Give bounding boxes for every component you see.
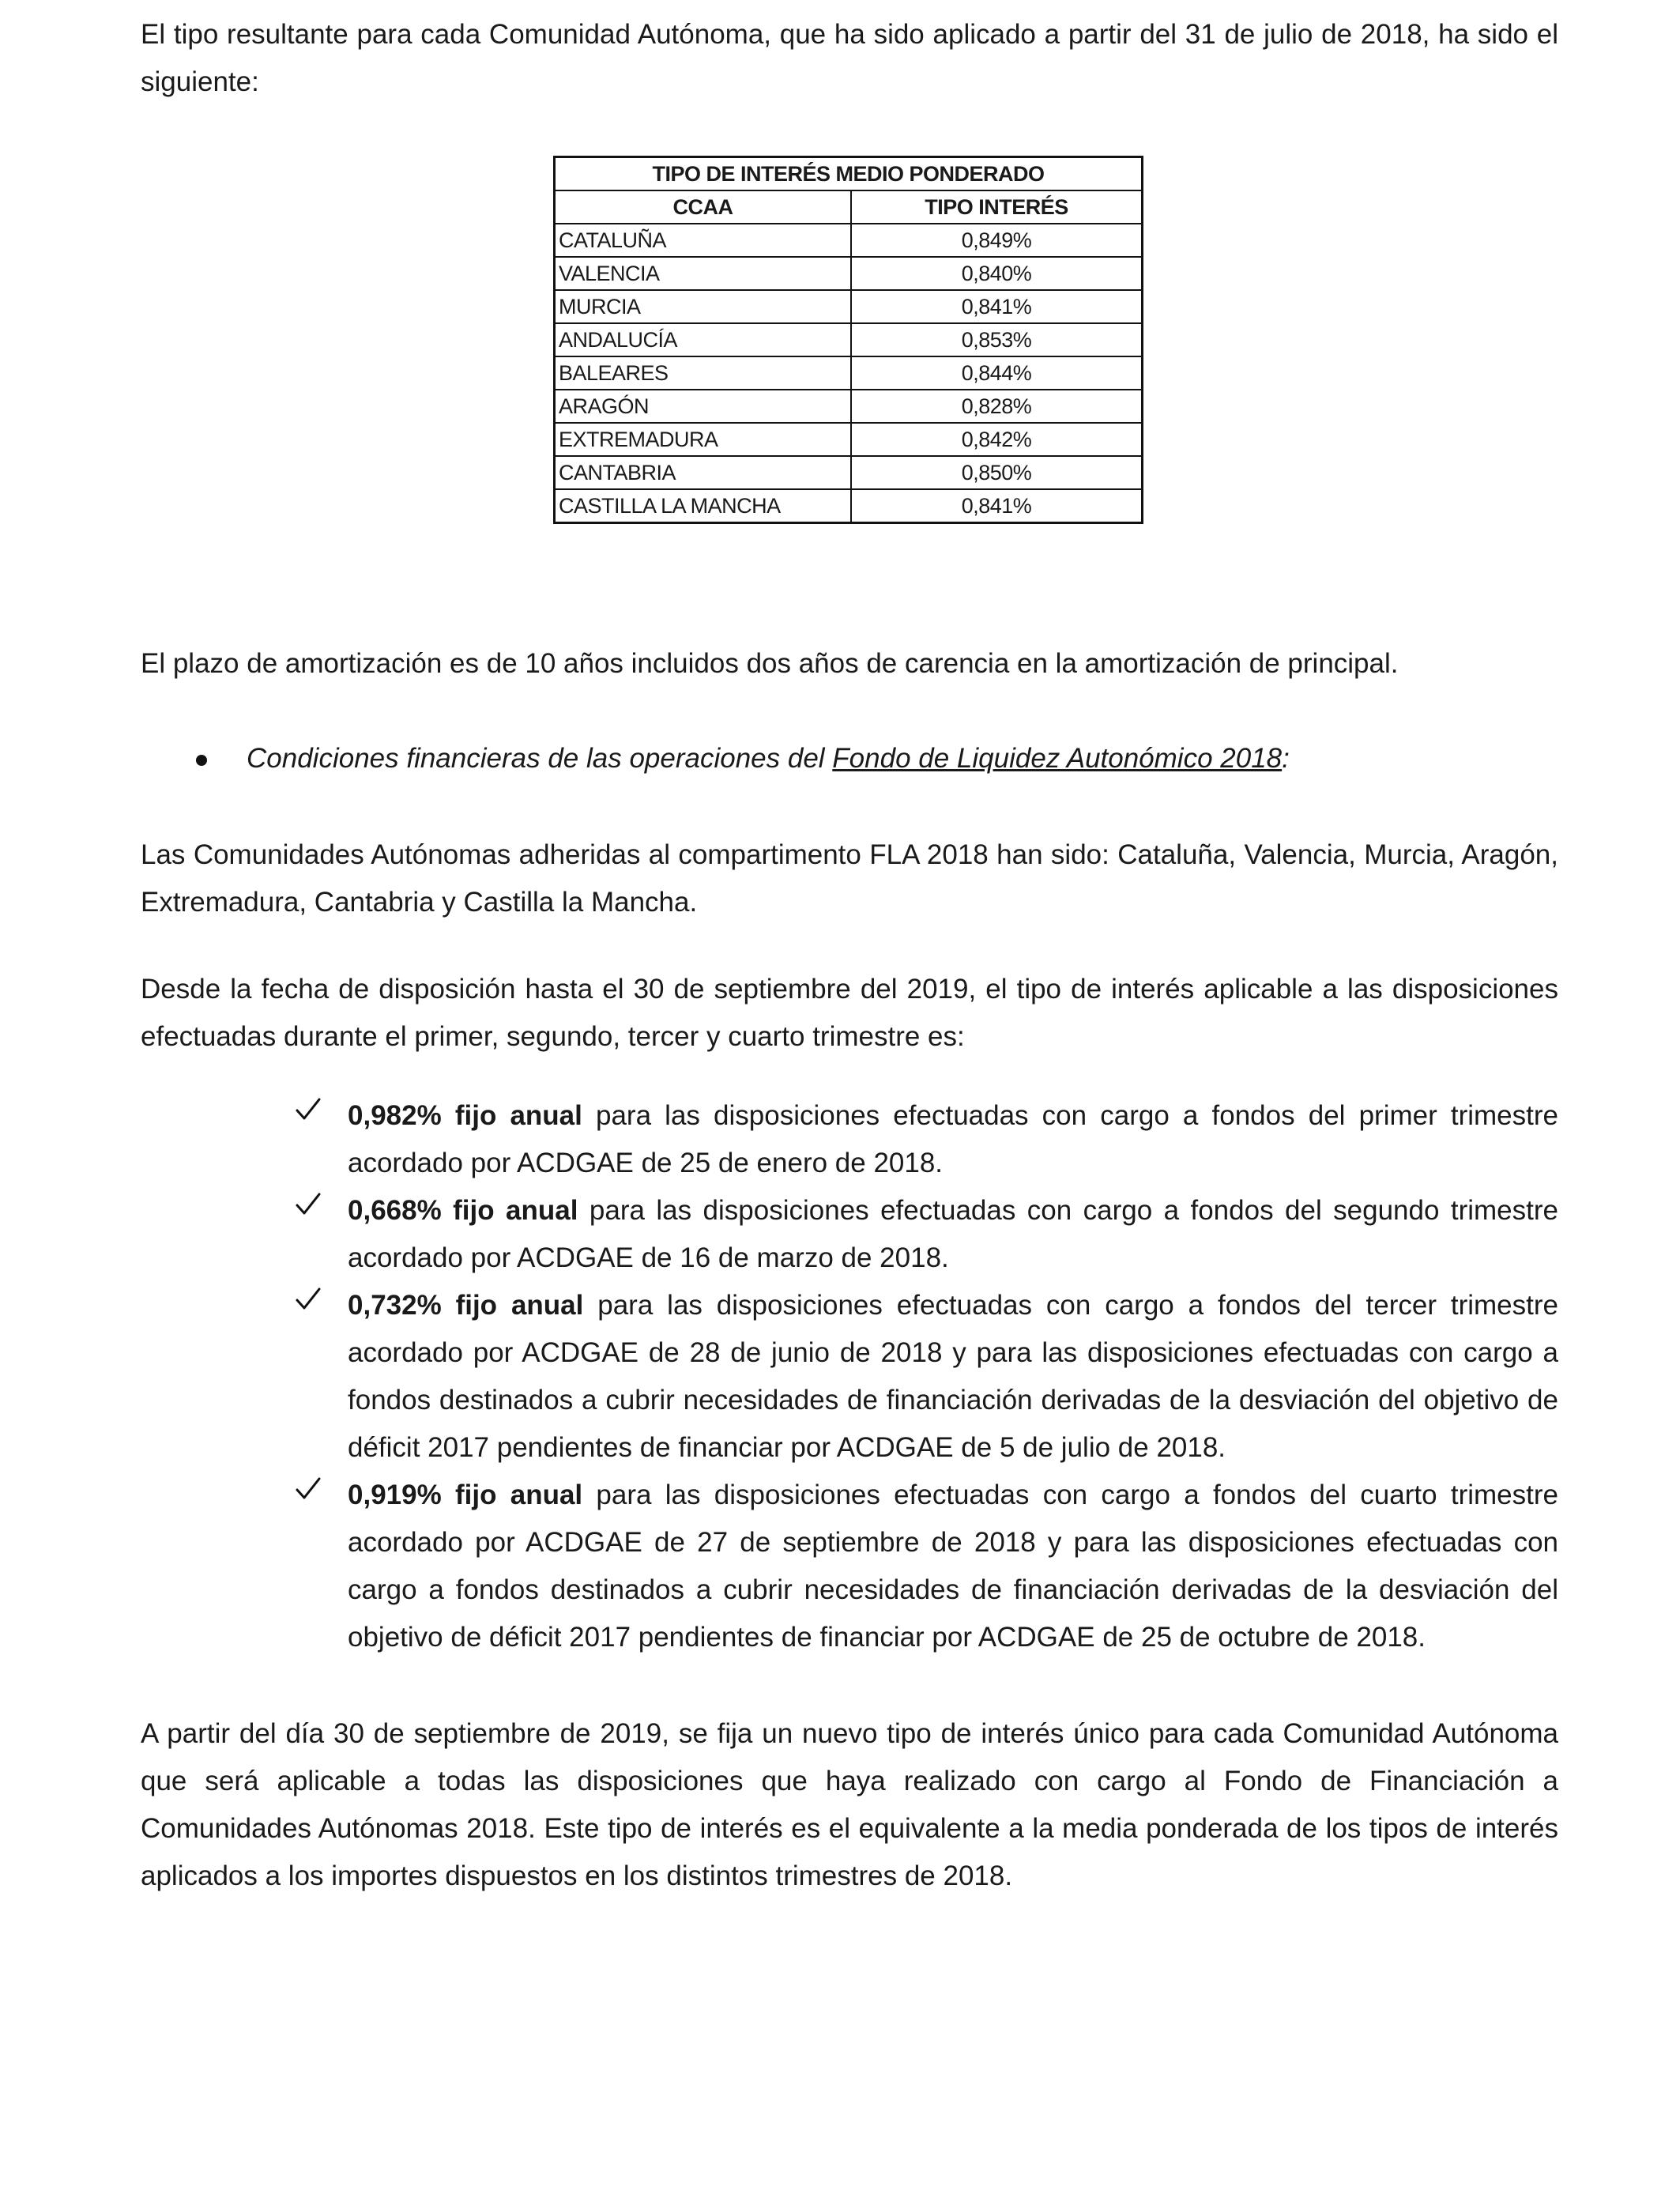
check-text [348, 1092, 1558, 1187]
table-row [555, 423, 1143, 456]
table-row [555, 224, 1143, 257]
desde-paragraph: Desde la fecha de disposición hasta el 30 de septiembre del 2019, el tipo de interés aplicable a las disposiciones efectuadas durante el primer, segundo, tercer y cuarto trimestre es: [141, 974, 1558, 1052]
checkmark-icon [294, 1095, 322, 1124]
bullet-heading [247, 735, 1290, 782]
region-cell: EXTREMADURA [555, 423, 852, 456]
region-cell: CANTABRIA [555, 456, 852, 489]
bullet-prefix: Condiciones financieras de las operaciones del [247, 743, 833, 774]
table-row [555, 390, 1143, 423]
interest-rate-table [553, 156, 1143, 524]
rate-cell: 0,853% [851, 323, 1143, 356]
table-row [555, 323, 1143, 356]
rate-cell: 0,841% [851, 290, 1143, 323]
checkmark-icon [294, 1285, 322, 1314]
region-cell: ARAGÓN [555, 390, 852, 423]
check-desc: para las disposiciones efectuadas con cargo a fondos del primer trimestre acordado por ACDGAE de 25 de enero de 2018. [348, 1100, 1558, 1178]
plazo-paragraph: El plazo de amortización es de 10 años incluidos dos años de carencia en la amortización de principal. [141, 648, 1399, 679]
rate-cell: 0,828% [851, 390, 1143, 423]
check-desc: para las disposiciones efectuadas con cargo a fondos del tercer trimestre acordado por ACDGAE de 28 de junio de 2018 y para las disposiciones efectuadas con cargo a fondos destinados a cubrir necesidades de financiación derivadas de la desviación del objetivo de déficit 2017 pendientes de financiar por ACDGAE de 5 de julio de 2018. [348, 1290, 1558, 1463]
check-rate: 0,982% fijo anual [348, 1100, 582, 1131]
region-cell: CASTILLA LA MANCHA [555, 489, 852, 523]
table-title: TIPO DE INTERÉS MEDIO PONDERADO [555, 157, 1143, 191]
intro-paragraph: El tipo resultante para cada Comunidad Autónoma, que ha sido aplicado a partir del 31 de julio de 2018, ha sido el siguiente: [141, 19, 1558, 97]
check-rate: 0,668% fijo anual [348, 1195, 578, 1226]
region-cell: MURCIA [555, 290, 852, 323]
check-text [348, 1187, 1558, 1282]
region-cell: BALEARES [555, 356, 852, 390]
final-paragraph: A partir del día 30 de septiembre de 2019, se fija un nuevo tipo de interés único para cada Comunidad Autónoma que será aplicable a todas las disposiciones que haya realizado con cargo al Fondo de Financiación a Comunidades Autónomas 2018. Este tipo de interés es el equivalente a la media ponderada de los tipos de interés aplicados a los importes dispuestos en los distintos trimestres de 2018. [141, 1718, 1558, 1891]
checkmark-icon [294, 1190, 322, 1219]
bullet-suffix: : [1282, 743, 1290, 774]
check-rate: 0,919% fijo anual [348, 1480, 583, 1510]
table-row [555, 489, 1143, 523]
fla-2018-link-text: Fondo de Liquidez Autonómico 2018 [832, 743, 1283, 774]
check-text [348, 1472, 1558, 1661]
table-row [555, 290, 1143, 323]
col-header-rate: TIPO INTERÉS [851, 190, 1143, 224]
region-cell: ANDALUCÍA [555, 323, 852, 356]
table-row [555, 356, 1143, 390]
region-cell: VALENCIA [555, 257, 852, 290]
check-text [348, 1282, 1558, 1472]
bullet-dot-icon [196, 755, 207, 766]
rate-cell: 0,840% [851, 257, 1143, 290]
check-rate: 0,732% fijo anual [348, 1290, 584, 1321]
table-row [555, 456, 1143, 489]
table-row [555, 257, 1143, 290]
adheridas-paragraph: Las Comunidades Autónomas adheridas al compartimento FLA 2018 han sido: Cataluña, Valencia, Murcia, Aragón, Extremadura, Cantabria y Castilla la Mancha. [141, 839, 1558, 918]
rate-cell: 0,849% [851, 224, 1143, 257]
rate-cell: 0,850% [851, 456, 1143, 489]
check-desc: para las disposiciones efectuadas con cargo a fondos del segundo trimestre acordado por ACDGAE de 16 de marzo de 2018. [348, 1195, 1558, 1273]
rate-cell: 0,844% [851, 356, 1143, 390]
region-cell: CATALUÑA [555, 224, 852, 257]
check-desc: para las disposiciones efectuadas con cargo a fondos del cuarto trimestre acordado por ACDGAE de 27 de septiembre de 2018 y para las disposiciones efectuadas con cargo a fondos destinados a cubrir necesidades de financiación derivadas de la desviación del objetivo de déficit 2017 pendientes de financiar por ACDGAE de 25 de octubre de 2018. [348, 1480, 1558, 1653]
col-header-region: CCAA [555, 190, 852, 224]
rate-cell: 0,841% [851, 489, 1143, 523]
checkmark-icon [294, 1475, 322, 1503]
rate-cell: 0,842% [851, 423, 1143, 456]
